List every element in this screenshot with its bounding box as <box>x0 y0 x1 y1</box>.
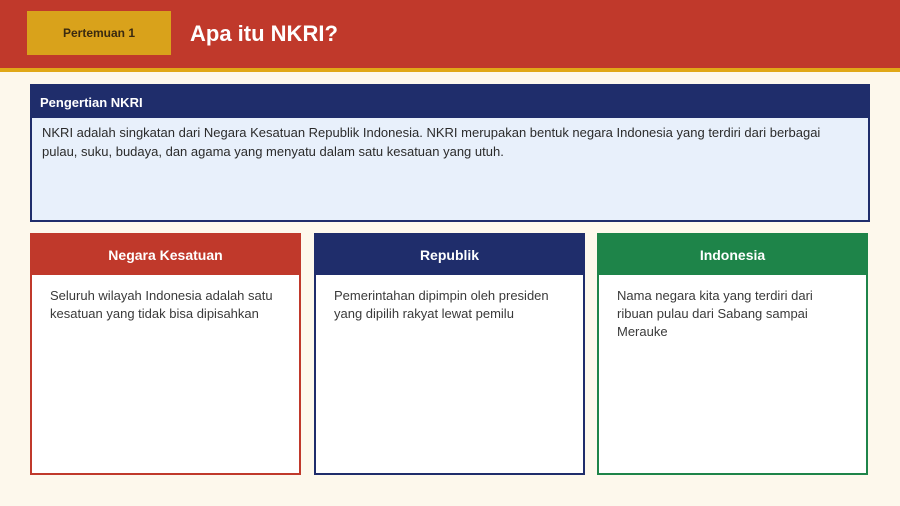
card-negara-kesatuan <box>30 233 301 475</box>
definition-text: NKRI adalah singkatan dari Negara Kesatuan Republik Indonesia. NKRI merupakan bentuk negara Indonesia yang terdiri dari berbagai pulau, suku, budaya, dan agama yang menyatu dalam satu kesatuan yang utuh. <box>42 125 821 159</box>
card-text: Seluruh wilayah Indonesia adalah satu kesatuan yang tidak bisa dipisahkan <box>50 288 273 321</box>
page-title: Apa itu NKRI? <box>190 21 338 46</box>
card-heading: Negara Kesatuan <box>32 235 299 275</box>
card-republik <box>314 233 585 475</box>
definition-panel <box>30 84 870 222</box>
card-heading: Republik <box>316 235 583 275</box>
card-heading: Indonesia <box>599 235 866 275</box>
session-badge: Pertemuan 1 <box>27 11 171 55</box>
definition-heading: Pengertian NKRI <box>32 86 868 118</box>
header-accent-stripe <box>0 68 900 72</box>
card-indonesia <box>597 233 868 475</box>
card-text: Nama negara kita yang terdiri dari ribuan pulau dari Sabang sampai Merauke <box>617 288 813 339</box>
card-text: Pemerintahan dipimpin oleh presiden yang dipilih rakyat lewat pemilu <box>334 288 549 321</box>
